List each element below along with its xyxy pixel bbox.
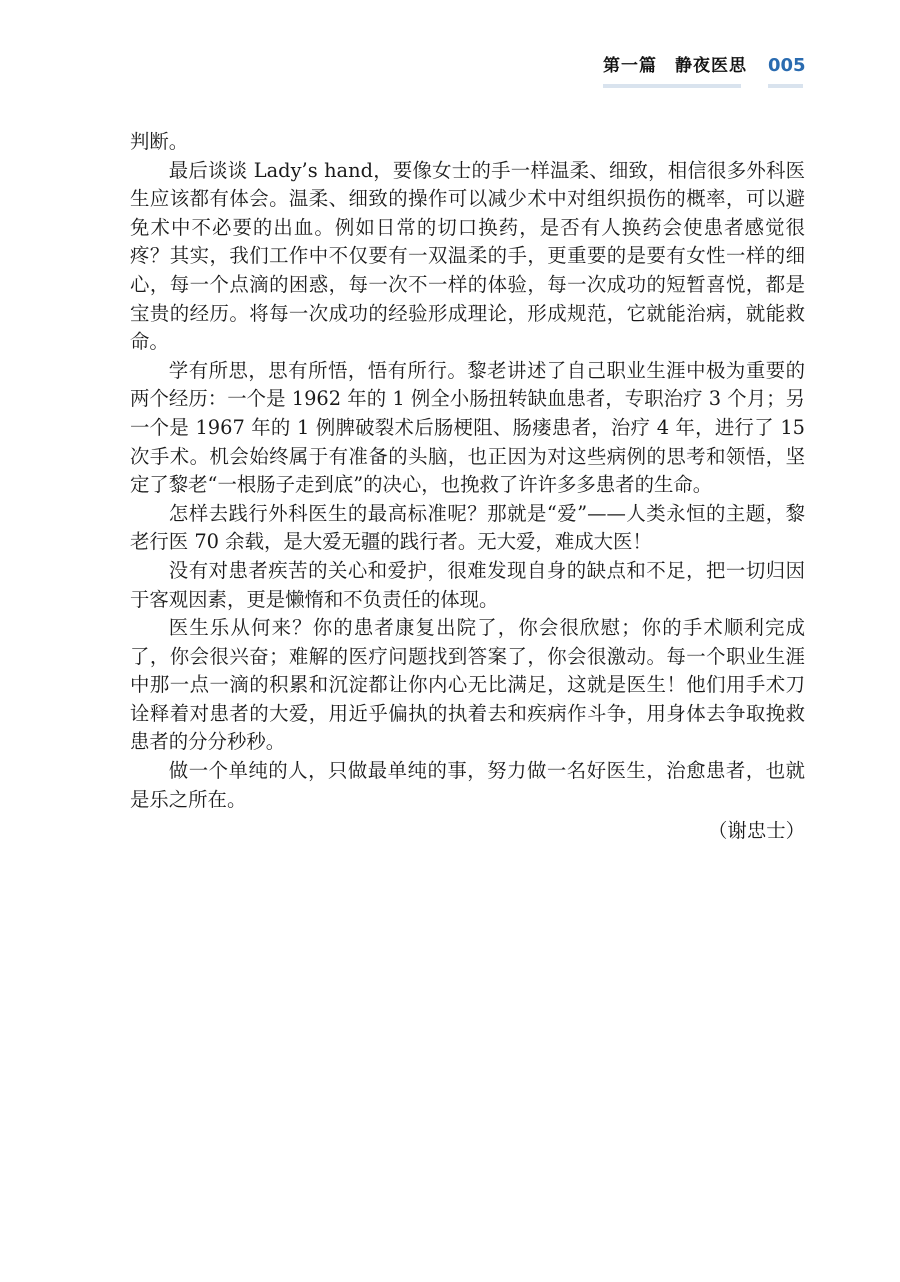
paragraph-ladys-hand: 最后谈谈 Lady’s hand，要像女士的手一样温柔、细致，相信很多外科医生应该都有体会。温柔、细致的操作可以减少术中对组织损伤的概率，可以避免术中不必要的出血。例如日常的切口换药，是否有人换药会使患者感觉很疼？其实，我们工作中不仅要有一双温柔的手，更重要的是要有女性一样的细心，每一个点滴的困惑，每一次不一样的体验，每一次成功的短暂喜悦，都是宝贵的经历。将每一次成功的经验形成理论，形成规范，它就能治病，就能救命。 xyxy=(130,158,805,354)
paragraph-love: 怎样去践行外科医生的最高标准呢？那就是“爱”——人类永恒的主题，黎老行医 70 余载，是大爱无疆的践行者。无大爱，难成大医！ xyxy=(130,501,805,554)
paragraph-simple-person: 做一个单纯的人，只做最单纯的事，努力做一名好医生，治愈患者，也就是乐之所在。 xyxy=(130,759,805,811)
author-signature: （谢忠士） xyxy=(708,819,805,843)
section-title: 第一篇 静夜医思 xyxy=(603,56,747,76)
paragraph-learning-thinking: 学有所思，思有所悟，悟有所行。黎老讲述了自己职业生涯中极为重要的两个经历：一个是 1962 年的 1 例全小肠扭转缺血患者，专职治疗 3 个月；另一个是 1967 年的 1 例脾破裂术后肠梗阻、肠瘘患者，治疗 4 年，进行了 15 次手术。机会始终属于有准备的头脑，也正因为对这些病例的思考和领悟，坚定了黎老“一根肠子走到底”的决心，也挽救了许许多多患者的生命。 xyxy=(130,358,805,497)
paragraph-continuation: 判断。 xyxy=(130,130,189,153)
page-number-underline xyxy=(768,84,803,88)
body-text xyxy=(130,128,805,846)
paragraph-care: 没有对患者疾苦的关心和爱护，很难发现自身的缺点和不足，把一切归因于客观因素，更是懒惰和不负责任的体现。 xyxy=(130,558,805,611)
section-title-underline xyxy=(603,84,741,88)
running-header xyxy=(603,52,806,88)
paragraph-doctor-joy: 医生乐从何来？你的患者康复出院了，你会很欣慰；你的手术顺利完成了，你会很兴奋；难解的医疗问题找到答案了，你会很激动。每一个职业生涯中那一点一滴的积累和沉淀都让你内心无比满足，这就是医生！他们用手术刀诠释着对患者的大爱，用近乎偏执的执着去和疾病作斗争，用身体去争取挽救患者的分分秒秒。 xyxy=(130,616,805,754)
page-number: 005 xyxy=(768,55,806,76)
